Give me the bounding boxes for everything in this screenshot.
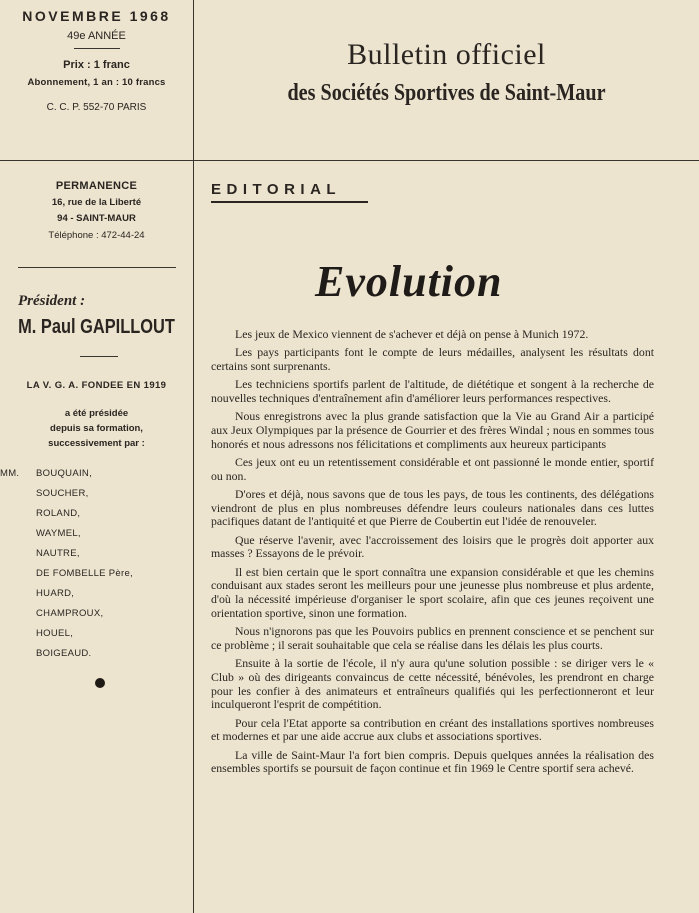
price: Prix : 1 franc — [63, 59, 130, 71]
presided-line-2: depuis sa formation, — [50, 423, 143, 434]
postal-account: C. C. P. 552-70 PARIS — [46, 102, 147, 113]
paragraph: Nous enregistrons avec la plus grande satisfaction que la Vie au Grand Air a participé aux Jeux Olympiques par la présence de Gourrier et des frères Windal ; nous en sommes tous honorés et nous adressons nos félicitations et compliments aux heureux participants — [211, 409, 654, 451]
paragraph: Pour cela l'Etat apporte sa contribution en créant des installations sportives nombreuses et modernes et par une aide accrue aux clubs et associations sportives. — [211, 715, 654, 744]
sidebar-rule — [18, 267, 176, 268]
vertical-divider — [193, 0, 194, 913]
sidebar — [0, 180, 193, 659]
presided-line-1: a été présidée — [64, 408, 129, 419]
issue-date: NOVEMBRE 1968 — [22, 8, 171, 24]
founding-note: LA V. G. A. FONDEE EN 1919 — [26, 380, 167, 391]
issue-year: 49e ANNÉE — [67, 30, 126, 42]
editorial-underline — [211, 201, 368, 203]
paragraph: Nous n'ignorons pas que les Pouvoirs publics en prennent conscience et se penchent sur ce problème ; il serait souhaitable que cela se réalise dans les délais les plus courts. — [211, 624, 654, 652]
list-item: BOIGEAUD. — [36, 648, 92, 659]
list-item: HUARD, — [36, 588, 75, 599]
presided-line-3: successivement par : — [48, 438, 145, 449]
former-presidents-list — [0, 464, 133, 664]
header-divider — [0, 160, 699, 161]
paragraph: Il est bien certain que le sport connaîtra une expansion considérable et que les chemins conduisant aux stades seront les meilleurs pour une jeunesse plus nombreuse et plus ardente, d'où la nécessité impérieuse d'organiser le sport scolaire, afin que ces jeunes reçoivent une orientation sportive, sinon une formation. — [211, 564, 654, 620]
telephone: Téléphone : 472-44-24 — [48, 230, 145, 241]
list-item: NAUTRE, — [36, 548, 80, 559]
president-label: Président : — [18, 293, 86, 309]
paragraph: Les techniciens sportifs parlent de l'altitude, de diététique et songent à la recherche de nouvelles techniques d'entraînement afin d'améliorer leurs performances respectives. — [211, 377, 654, 405]
paragraph: Ces jeux ont eu un retentissement considérable et ont passionné le monde entier, sportif ou non. — [211, 455, 654, 483]
list-item: SOUCHER, — [36, 488, 89, 499]
list-item: WAYMEL, — [36, 528, 81, 539]
bulletin-title: Bulletin officiel — [347, 38, 546, 71]
bullet-dot — [95, 678, 105, 688]
list-item: BOUQUAIN, — [36, 468, 93, 479]
address-line-1: 16, rue de la Liberté — [51, 197, 142, 208]
editorial-title: Evolution — [315, 257, 503, 306]
editorial-heading: EDITORIAL — [211, 181, 342, 198]
bulletin-subtitle: des Sociétés Sportives de Saint-Maur — [287, 80, 606, 106]
editorial-body — [211, 328, 654, 781]
paragraph: Les jeux de Mexico viennent de s'achever et déjà on pense à Munich 1972. — [235, 327, 589, 341]
permanence-heading: PERMANENCE — [55, 180, 138, 192]
paragraph: D'ores et déjà, nous savons que de tous les pays, de tous les continents, des délégations viendront de plus en plus nombreuses défendre leurs couleurs nationales dans ces luttes pacifiques datant de l'antiquité et que Pierre de Coubertin eut l'idée de renouveler. — [211, 487, 654, 529]
address-line-2: 94 - SAINT-MAUR — [57, 213, 136, 224]
list-item: DE FOMBELLE Père, — [36, 568, 133, 579]
paragraph: Les pays participants font le compte de leurs médailles, analysent les résultats dont certains sont surprenants. — [211, 345, 654, 373]
list-item: CHAMPROUX, — [36, 608, 104, 619]
president-rule — [80, 356, 118, 357]
paragraph: Que réserve l'avenir, avec l'accroissement des loisirs que le progrès doit apporter aux masses ? Essayons de le prévoir. — [211, 532, 654, 561]
list-item: HOUEL, — [36, 628, 74, 639]
list-item: ROLAND, — [36, 508, 81, 519]
president-name: M. Paul GAPILLOUT — [18, 316, 175, 338]
masthead-rule — [74, 48, 120, 49]
subscription: Abonnement, 1 an : 10 francs — [27, 77, 166, 88]
paragraph: La ville de Saint-Maur l'a fort bien compris. Depuis quelques années la réalisation des ensembles sportifs se poursuit de façon continue et fin 1969 le Centre sportif sera achevé. — [211, 747, 654, 776]
paragraph: Ensuite à la sortie de l'école, il n'y aura qu'une solution possible : se diriger vers le « Club » où des dirigeants convaincus de cette nécessité, bénévoles, les prendront en charge pour les confier à des animateurs et entraîneurs qualifiés qui les perfectionneront et leur inculqueront l'esprit de compétition. — [211, 656, 654, 712]
masthead-info — [0, 8, 193, 113]
presided-note — [0, 406, 193, 451]
mm-prefix: MM. — [0, 468, 20, 479]
